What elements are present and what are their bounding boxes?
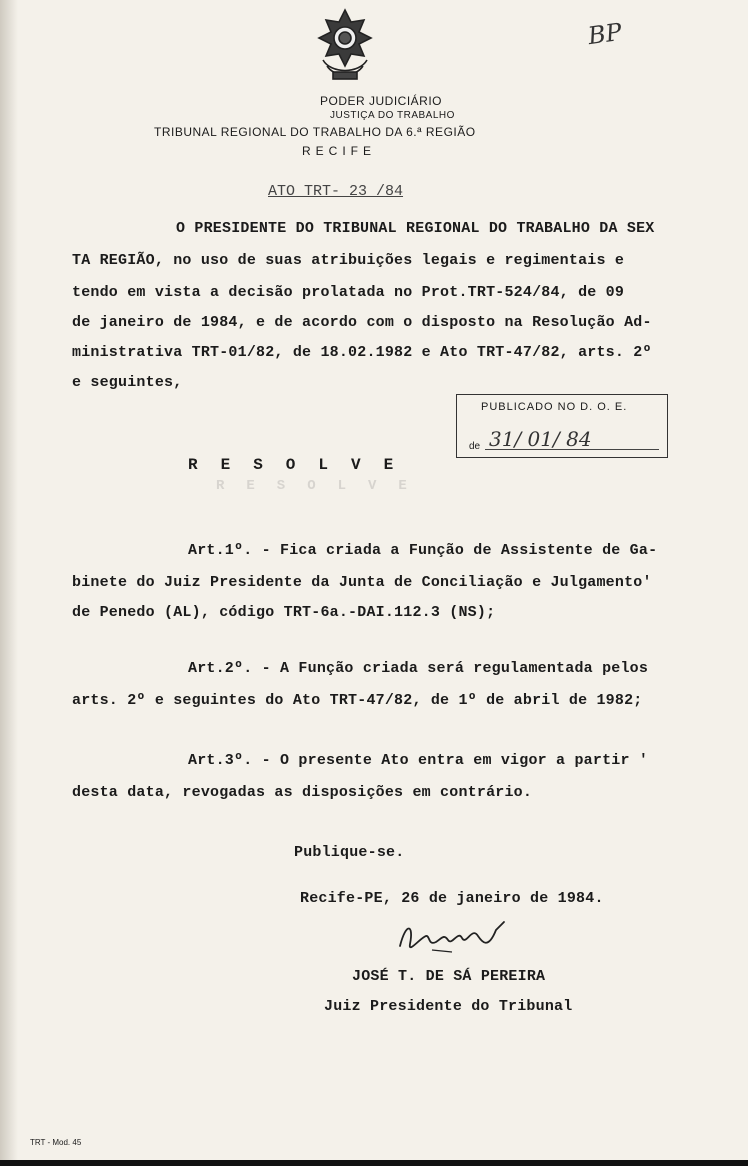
handwritten-signature <box>392 916 512 960</box>
header-judiciary: PODER JUDICIÁRIO <box>320 94 443 108</box>
preamble-line: ministrativa TRT-01/82, de 18.02.1982 e Ato TRT-47/82, arts. 2º <box>72 344 652 361</box>
preamble-line: TA REGIÃO, no uso de suas atribuições legais e regimentais e <box>72 252 625 269</box>
stamp-prefix: de <box>469 441 481 452</box>
handwritten-initials: BP <box>586 17 624 51</box>
header-city: RECIFE <box>302 144 377 158</box>
preamble-line: tendo em vista a decisão prolatada no Prot.TRT-524/84, de 09 <box>72 284 625 301</box>
publish-order: Publique-se. <box>294 844 405 861</box>
stamp-label: PUBLICADO NO D. O. E. <box>481 401 628 413</box>
act-title: ATO TRT- 23 /84 <box>268 183 404 200</box>
stamp-date: 31/ 01/ 84 <box>489 427 592 451</box>
coat-of-arms-emblem <box>313 8 377 86</box>
signatory-title: Juiz Presidente do Tribunal <box>324 998 573 1015</box>
article-1-line: de Penedo (AL), código TRT-6a.-DAI.112.3 (NS); <box>72 604 496 621</box>
signatory-name: JOSÉ T. DE SÁ PEREIRA <box>352 968 546 985</box>
preamble-line: O PRESIDENTE DO TRIBUNAL REGIONAL DO TRABALHO DA SEX <box>176 220 655 237</box>
article-1-line: binete do Juiz Presidente da Junta de Conciliação e Julgamento' <box>72 574 652 591</box>
bleed-through-text: RESOLVE <box>216 478 429 494</box>
resolve-heading: RESOLVE <box>188 456 417 474</box>
stamp-date-underline <box>485 449 659 450</box>
publication-stamp <box>456 394 668 458</box>
page-edge-shadow <box>0 0 18 1166</box>
header-tribunal: TRIBUNAL REGIONAL DO TRABALHO DA 6.ª REGIÃO <box>154 125 476 139</box>
preamble-line: de janeiro de 1984, e de acordo com o disposto na Resolução Ad- <box>72 314 652 331</box>
article-3-line: desta data, revogadas as disposições em contrário. <box>72 784 533 801</box>
preamble-line: e seguintes, <box>72 374 183 391</box>
header-labor-justice: JUSTIÇA DO TRABALHO <box>330 110 455 121</box>
article-1-line: Art.1º. - Fica criada a Função de Assistente de Ga- <box>188 542 658 559</box>
scan-bottom-edge <box>0 1160 748 1166</box>
form-code: TRT - Mod. 45 <box>30 1138 82 1147</box>
article-3-line: Art.3º. - O presente Ato entra em vigor a partir ' <box>188 752 649 769</box>
article-2-line: Art.2º. - A Função criada será regulamentada pelos <box>188 660 649 677</box>
article-2-line: arts. 2º e seguintes do Ato TRT-47/82, de 1º de abril de 1982; <box>72 692 643 709</box>
date-line: Recife-PE, 26 de janeiro de 1984. <box>300 890 604 907</box>
